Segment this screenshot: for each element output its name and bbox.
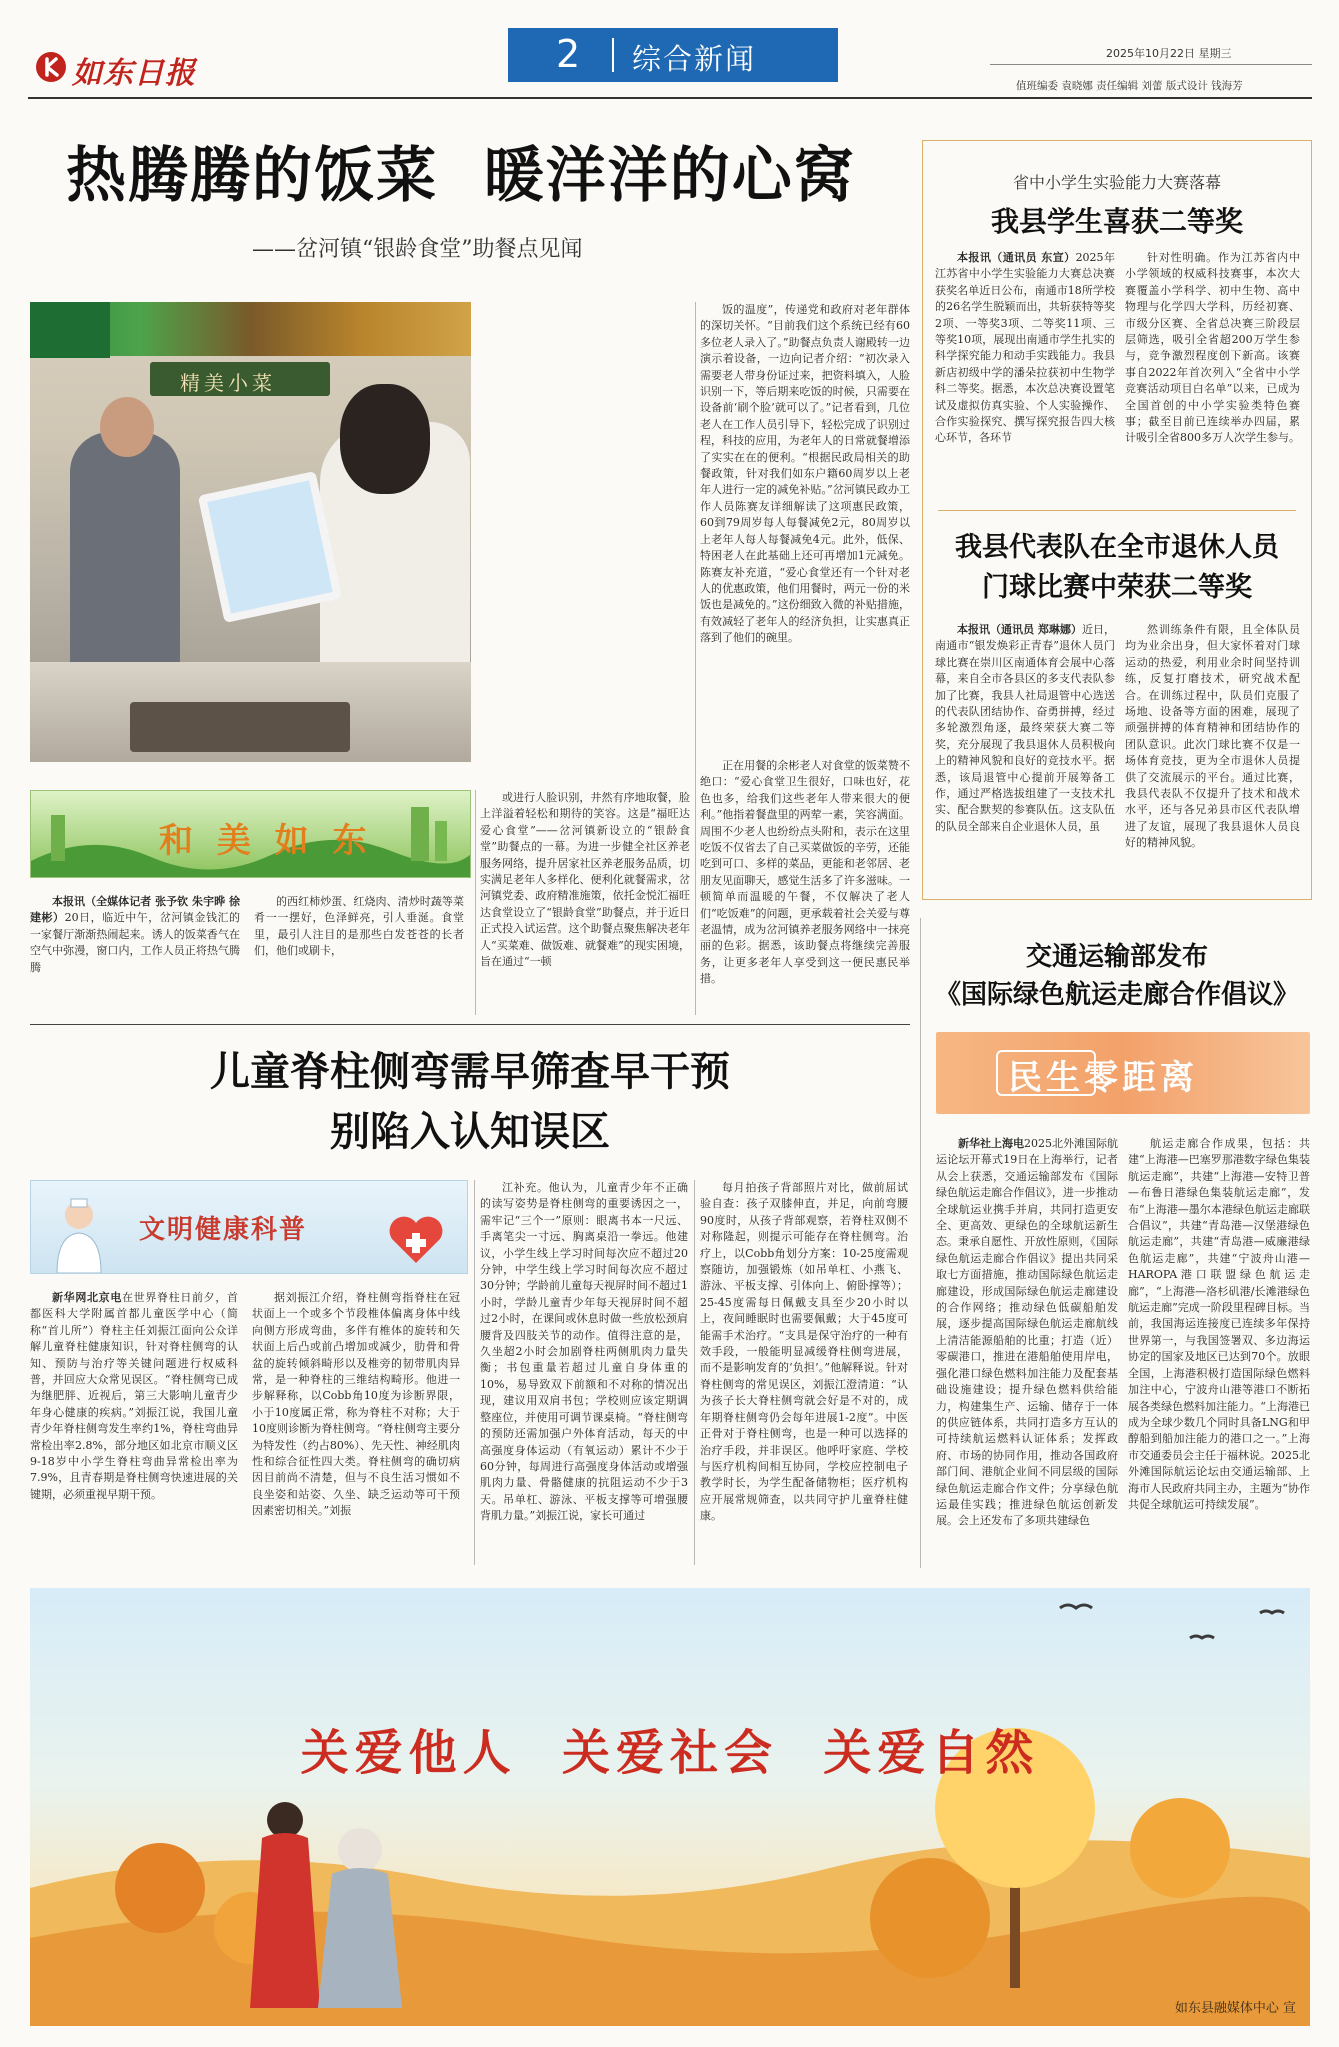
- lead-col-1: [30, 894, 240, 1014]
- issue-date: 2025年10月22日 星期三: [1106, 47, 1232, 60]
- page-number: 2: [556, 32, 581, 76]
- banner-title: 和 美 如 东: [159, 821, 373, 861]
- spine-banner-title: 文明健康科普: [139, 1215, 308, 1245]
- spine-col-3-text: 江补充。他认为，儿童青少年不正确的读写姿势是脊柱侧弯的重要诱因之一，需牢记“三个一”原则：眼离书本一尺远、手离笔尖一寸远、胸离桌沿一拳远。他建议，小学生线上学习时间每次应不超过20分钟，中学生线上学习时间每次应不超过30分钟；学龄前儿童每天视屏时间不超过1小时，学龄儿童青少年每天视屏时间不超过2小时，在课间或休息时做一些放松颈肩腰背及四肢关节的动作。值得注意的是，久坐超2小时会加剧脊柱两侧肌肉力量失衡；书包重量若超过儿童自身体重的10%，易导致双下前额和不对称的情况出现，建议用双肩书包；学校则应该定期调整座位，并使用可调节课桌椅。“脊柱侧弯的预防还需加强户外体育活动，每天的中高强度身体运动（有氧运动）累计不少于60分钟，每周进行高强度身体活动或增强肌肉力量、骨骼健康的抗阻运动不少于3天。吊单杠、游泳、平板支撑等可增强腰背肌力量。”刘振江说，家长可通过: [480, 1181, 688, 1523]
- logo-text: 如东日报: [72, 56, 196, 91]
- shipping-col-2-text: 航运走廊合作成果，包括：共建“上海港—巴塞罗那港数字绿色集装航运走廊”，共建“上海港—安特卫普—布鲁日港绿色集装航运走廊”，发布“上海港—墨尔本港绿色航运走廊联合倡议”，共建“青岛港—汉堡港绿色航运走廊”，共建“青岛港—威廉港绿色航运走廊”，共建“宁波舟山港—HAROPA港口联盟绿色航运走廊”，“上海港—洛杉矶港/长滩港绿色航运走廊”完成一阶段里程碑目标。当前，我国海运连接度已连续多年保持世界第一，与我国签署双、多边海运协定的国家及地区已达到70个。放眼全国，上海港积极打造国际绿色燃料加注中心，宁波舟山港等港口不断拓展各类绿色燃料加注能力。“上海港已成为全球少数几个同时具备LNG和甲醇船到船加注能力的港口之一。”上海市交通委员会主任于福林说。2025北外滩国际航运论坛由交通运输部、上海市人民政府共同主办，主题为“协作共促全球航运可持续发展”。: [1128, 1137, 1310, 1511]
- heart-icon: [386, 1211, 446, 1267]
- spine-byline: 新华网北京电: [52, 1291, 122, 1304]
- lead-col-1-text: 20日，临近中午，岔河镇金钱汇的一家餐厅渐渐热闹起来。诱人的饭菜香气在空气中弥漫，窗口内，工作人员正将热气腾腾: [30, 911, 240, 974]
- lead-photo: [30, 302, 471, 762]
- award-col-2: [1125, 250, 1300, 500]
- gate-col-2: [1125, 622, 1300, 890]
- lead-byline: 本报讯（全媒体记者 张予钦 朱宇晔 徐建彬）: [30, 895, 240, 925]
- award-kicker: 省中小学生实验能力大赛落幕: [1012, 173, 1221, 192]
- gate-col-1: [935, 622, 1115, 890]
- spine-headline-line-1: 儿童脊柱侧弯需早筛查早干预: [210, 1048, 730, 1095]
- award-col-1: [935, 250, 1115, 500]
- spine-headline-line-2: 别陷入认知误区: [330, 1108, 610, 1155]
- shipping-col-1-text: 2025北外滩国际航运论坛开幕式19日在上海举行，记者从会上获悉，交通运输部发布《国际绿色航运走廊合作倡议》，进一步推动全球航运业携手并肩，共同打造更安全、更高效、更绿色的全球航运新生态。秉承自愿性、开放性原则，《国际绿色航运走廊合作倡议》提出共同采取七方面措施，推动国际绿色航运走廊建设，形成国际绿色航运走廊建设的合作网络；推动绿色低碳船舶发展，逐步提高国际绿色航运走廊航线上清洁能源船舶的比重；打造（近）零碳港口，推进在港船舶使用岸电，强化港口绿色燃料加注能力及配套基础设施建设；提升绿色燃料供给能力，构建集生产、运输、储存于一体的供应链体系，共同打造多方互认的可持续航运燃料认证体系；发挥政府、市场的协同作用，推动各国政府部门间、港航企业间不同层级的国际绿色航运走廊合作文件；分享绿色航运最佳实践；推进绿色航运创新发展。会上还发布了多项共建绿色: [936, 1137, 1118, 1528]
- lead-col-2: [254, 894, 464, 1014]
- lead-col-5: [700, 758, 910, 1015]
- gate-headline: [922, 528, 1312, 608]
- award-col-1-text: 2025年江苏省中小学生实验能力大赛总决赛获奖名单近日公布，南通市18所学校的26名学生脱颖而出，共斩获特等奖2项、一等奖3项、二等奖11项、三等奖10项，展现出南通市学生扎实的科学探究能力和动手实践能力。我县新店初级中学的潘朵拉获初中生物学科二等奖。据悉，本次总决赛设置笔试及虚拟仿真实验、个人实验操作、合作实验探究、撰写探究报告四大核心环节，各环节: [935, 251, 1115, 445]
- gate-byline: 本报讯（通讯员 郑琳娜）: [957, 623, 1082, 636]
- award-headline: 我县学生喜获二等奖: [990, 205, 1243, 238]
- gate-col-2-text: 然训练条件有限，且全体队员均为业余出身，但大家怀着对门球运动的热爱，利用业余时间坚持训练，反复打磨技术，研究战术配合。在训练过程中，队员们克服了场地、设备等方面的困难，展现了顽强拼搏的体育精神和团结协作的团队意识。此次门球比赛不仅是一场体育竞技，更为全市退休人员提供了交流展示的平台。通过比赛，我县代表队不仅提升了技术和战术水平，还与各兄弟县市区代表队增进了友谊，展现了我县退休人员良好的精神风貌。: [1125, 623, 1300, 850]
- lead-col-3: [480, 790, 690, 1015]
- spine-col-4-text: 每月拍孩子背部照片对比，做前屈试验自查：孩子双膝伸直，并足，向前弯腰90度时，从孩子背部观察，若脊柱双侧不对称隆起，则提示可能存在脊柱侧弯。治疗上，以Cobb角划分方案：10-25度需观察随访，加强锻炼（如吊单杠、小燕飞、游泳、平板支撑、引体向上、俯卧撑等）；25-45度需每日佩戴支具至少20小时以上，夜间睡眠时也需要佩戴；大于45度可能需手术治疗。“支具是保守治疗的一种有效手段，一般能明显减缓脊柱侧弯进展，而不是影响发育的‘负担’。”他解释说。针对脊柱侧弯的常见误区，刘振江澄清道：“认为孩子长大脊柱侧弯就会好是不对的，成年期脊柱侧弯仍会每年进展1-2度”。中医正骨对于脊柱侧弯，也是一种可以选择的治疗手段，并非误区。他呼吁家庭、学校与医疗机构间相互协同，学校应控制电子教学时长，为学生配备储物柜；医疗机构应开展常规筛查，以共同守护儿童脊柱健康。: [700, 1181, 908, 1523]
- lead-col-5-text: 正在用餐的余彬老人对食堂的饭菜赞不绝口：“爱心食堂卫生很好，口味也好，花色也多，给我们这些老年人带来很大的便利。”他指着餐盘里的两荤一素，笑容满面。周围不少老人也纷纷点头附和，表示在这里吃饭不仅省去了自己买菜做饭的辛劳，还能吃到可口、多样的菜品，更能和老邻居、老朋友见面聊天，感觉生活多了许多滋味。一顿简单而温暖的午餐，不仅解决了老人们“吃饭难”的问题，更承载着社会关爱与尊老温情，成为岔河镇养老服务网络中一抹亮丽的色彩。据悉，该助餐点将继续完善服务，让更多老年人享受到这一便民惠民举措。: [700, 759, 910, 986]
- shop-sign: [150, 362, 330, 396]
- spine-col-1-text: 在世界脊柱日前夕，首都医科大学附属首都儿童医学中心（简称“首儿所”）脊柱主任刘振江面向公众详解儿童脊柱健康知识，针对脊柱侧弯的认知、预防与治疗等关键问题进行权威科普，并回应大众常见误区。“脊柱侧弯已成为继肥胖、近视后，第三大影响儿童青少年身心健康的疾病。”刘振江说，我国儿童青少年脊柱侧弯发生率约1%，脊柱弯曲异常检出率2.8%，部分地区如北京市顺义区9-18岁中小学生脊柱弯曲异常检出率为7.9%，且青春期是脊柱侧弯快速进展的关键期，必须重视早期干预。: [30, 1291, 238, 1501]
- ad-slogan: 关爱他人 关爱社会 关爱自然: [300, 1725, 1040, 1781]
- gate-col-1-text: 近日，南通市“银发焕彩正青春”退休人员门球比赛在崇川区南通体育会展中心落幕，来自全市各县区的多支代表队参加了比赛，我县人社局退管中心选送的代表队团结协作、奋勇拼搏，经过多轮激烈角逐，最终荣获大赛二等奖，充分展现了我县退休人员积极向上的精神风貌和良好的竞技水平。据悉，该局退管中心提前开展筹备工作，通过严格选拔组建了一支技术扎实、配合默契的参赛队伍。这支队伍的队员全部来自企业退休人员，虽: [935, 623, 1115, 833]
- spine-col-1: [30, 1290, 238, 1565]
- doctor-icon: [49, 1193, 109, 1273]
- shipping-headline: [922, 938, 1312, 1014]
- spine-headline: [30, 1042, 910, 1162]
- editors-line: 值班编委 袁晓娜 责任编辑 刘蕾 版式设计 钱海芳: [1016, 80, 1243, 92]
- shipping-headline-line-2: 《国际绿色航运走廊合作倡议》: [934, 980, 1299, 1010]
- spine-col-3: [480, 1180, 688, 1565]
- food-tray: [130, 702, 350, 752]
- shipping-banner: [936, 1032, 1310, 1114]
- award-byline: 本报讯（通讯员 东宣）: [957, 251, 1076, 264]
- shop-sign-text: 精美小菜: [180, 371, 276, 395]
- page-tab: [508, 28, 838, 82]
- gate-headline-line-1: 我县代表队在全市退休人员: [955, 532, 1279, 563]
- logo-icon: [36, 52, 66, 82]
- menu-board: [30, 302, 110, 358]
- section-title: 综合新闻: [632, 42, 757, 76]
- spine-col-2: [252, 1290, 460, 1565]
- shipping-col-2: [1128, 1136, 1310, 1566]
- gate-headline-line-2: 门球比赛中荣获二等奖: [982, 572, 1252, 603]
- lead-col-4-text: 饭的温度”，传递党和政府对老年群体的深切关怀。“目前我们这个系统已经有60多位老人录入了。”助餐点负责人谢殿转一边演示着设备，一边向记者介绍：“初次录入需要老人带身份证过来，把资料填入，人脸识别一下，等后期来吃饭的时候，只需要在设备前‘刷个脸’就可以了。”记者看到，几位老人在工作人员引导下，轻松完成了识别过程，科技的应用，为老年人的日常就餐增添了实实在在的便利。“根据民政局相关的助餐政策，针对我们如东户籍60周岁以上老年人进行一定的减免补贴。”岔河镇民政办工作人员陈赛友详细解读了这项惠民政策，60到79周岁每人每餐减免2元，80周岁以上老年人每人每餐减免4元。此外，低保、特困老人在此基础上还可再增加1元减免。陈赛友补充道，“爱心食堂还有一个针对老人的优惠政策，他们用餐时，两元一份的米饭也是减免的。”这份细致入微的补贴措施，有效减轻了老年人的经济负担，让实惠真正落到了他们的碗里。: [700, 303, 910, 645]
- shipping-headline-line-1: 交通运输部发布: [1025, 942, 1208, 972]
- public-service-ad: [30, 1588, 1310, 2026]
- lead-subheadline: ——岔河镇“银龄食堂”助餐点见闻: [252, 237, 583, 262]
- spine-col-2-text: 据刘振江介绍，脊柱侧弯指脊柱在冠状面上一个或多个节段椎体偏离身体中线向侧方形成弯曲，多伴有椎体的旋转和矢状面上后凸或前凸增加或减少，肋骨和骨盆的旋转倾斜畸形以及椎旁的韧带肌肉异常，是一种脊柱的三维结构畸形。他进一步解释称，以Cobb角10度为诊断界限，小于10度属正常，称为脊柱不对称；大于10度则诊断为脊柱侧弯。“脊柱侧弯主要分为特发性（约占80%）、先天性、神经肌肉性和综合征性四大类。脊柱侧弯的确切病因目前尚不清楚，但与不良生活习惯如不良坐姿和站姿、久坐、缺乏运动等可干预因素密切相关。”刘振: [252, 1291, 460, 1518]
- lead-col-3-text: 或进行人脸识别，井然有序地取餐，脸上洋溢着轻松和期待的笑容。这是“福旺达爱心食堂”——岔河镇新设立的“银龄食堂”助餐点的一幕。为进一步健全社区养老服务网络，提升居家社区养老服务品质，切实满足老年人多样化、便利化就餐需求，岔河镇党委、政府精准施策，依托金悦汇福旺达食堂设立了“银龄食堂”助餐点，并于近日正式投入试运营。这个助餐点聚焦解决老年人“买菜难、做饭难、就餐难”的现实困境，旨在通过“一顿: [480, 791, 690, 969]
- lead-col-4: [700, 302, 910, 752]
- ad-credit: 如东县融媒体中心 宣: [1174, 2001, 1296, 2016]
- award-col-2-text: 针对性明确。作为江苏省内中小学领域的权威科技赛事，本次大赛覆盖小学科学、初中生物、高中物理与化学四大学科，历经初赛、市级分区赛、全省总决赛三阶段层层筛选，吸引全省超200万学生参与，竞争激烈程度创下新高。该赛事自2022年首次列入“全省中小学竞赛活动项目白名单”以来，已成为全国首创的中小学实验类特色赛事；截至目前已连续举办四届，累计吸引全省800多万人次学生参与。: [1125, 251, 1300, 445]
- lead-col-2-text: 的西红柿炒蛋、红烧肉、清炒时蔬等菜肴一一摆好，色泽鲜亮，引人垂涎。食堂里，最引人注目的是那些白发苍苍的长者们，他们或刷卡，: [254, 895, 464, 958]
- shipping-byline: 新华社上海电: [958, 1137, 1024, 1150]
- lead-banner: [30, 790, 471, 878]
- lead-headline: 热腾腾的饭菜 暖洋洋的心窝: [66, 141, 856, 211]
- spine-col-4: [700, 1180, 908, 1565]
- shipping-banner-title: 民生零距离: [1008, 1058, 1198, 1098]
- shipping-col-1: [936, 1136, 1118, 1566]
- spine-banner: [30, 1180, 468, 1274]
- ad-scenery: [30, 1588, 1310, 2026]
- masthead: [0, 0, 1339, 98]
